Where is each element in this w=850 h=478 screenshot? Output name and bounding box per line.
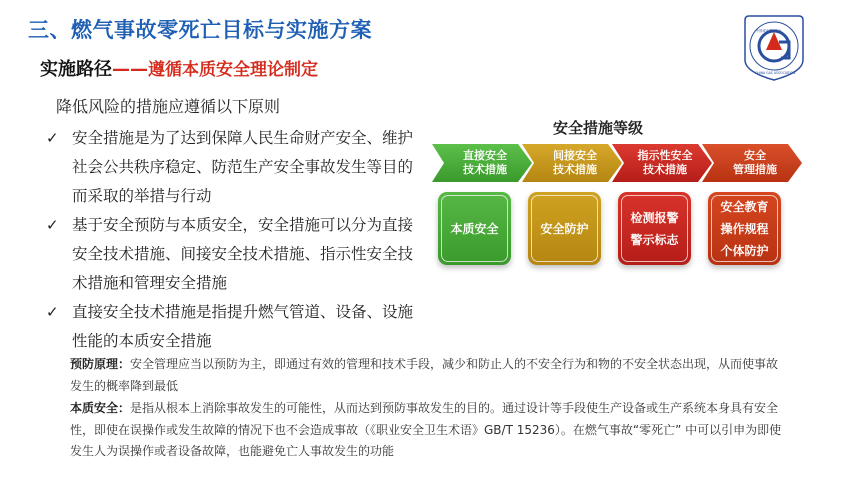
- chevron-label-line2: 技术措施: [553, 163, 597, 176]
- chevron-indicative-tech: [612, 144, 712, 182]
- subtitle-main: 实施路径: [40, 59, 112, 80]
- subtitle-dash: ——: [112, 59, 148, 80]
- card-line: 检测报警: [630, 210, 679, 225]
- card-line: 安全防护: [540, 221, 589, 236]
- chevron-management: [702, 144, 802, 182]
- card-safety-protection: [528, 192, 601, 265]
- association-logo: [733, 10, 815, 82]
- note-text: 是指从根本上消除事故发生的可能性，从而达到预防事故发生的目的。通过设计等手段使生产设备或生产系统本身具有安全性，即使在误操作或发生故障的情况下也不会造成事故（《职业安全卫生术语》GB/T 15236）。在燃气事故“零死亡” 中可以引申为即使发生人为误操作或者设备故障，也能避免亡人事故发生的功能: [70, 401, 782, 458]
- card-intrinsic-safety: [438, 192, 511, 265]
- card-detection-warning: [618, 192, 691, 265]
- chevron-label-line1: 指示性安全: [637, 149, 693, 162]
- chevron-label-line2: 技术措施: [643, 163, 687, 176]
- subtitle-sub: 遵循本质安全理论制定: [148, 60, 318, 80]
- bullet-item: [46, 211, 418, 298]
- bullet-text: 直接安全技术措施是指提升燃气管道、设备、设施性能的本质安全措施: [72, 303, 414, 350]
- bullet-text: 基于安全预防与本质安全，安全措施可以分为直接安全技术措施、间接安全技术措施、指示性安全技术措施和管理安全措施: [72, 216, 414, 292]
- diagram-title: 安全措施等级: [553, 119, 644, 137]
- card-line: 个体防护: [720, 243, 769, 258]
- check-icon: ✓: [46, 129, 59, 147]
- card-line: 安全教育: [720, 199, 769, 214]
- bullet-item: [46, 298, 418, 356]
- page-title: 三、燃气事故零死亡目标与实施方案: [28, 18, 372, 42]
- card-line: 本质安全: [450, 221, 499, 236]
- chevron-label-line1: 直接安全: [463, 149, 507, 162]
- chevron-direct-tech: [432, 144, 532, 182]
- bullet-text: 安全措施是为了达到保障人民生命财产安全、维护社会公共秩序稳定、防范生产安全事故发生等目的而采取的举措与行动: [72, 129, 414, 205]
- note-term: 本质安全：: [70, 401, 131, 415]
- note-text: 安全管理应当以预防为主，即通过有效的管理和技术手段，减少和防止人的不安全行为和物的不安全状态出现，从而使事故发生的概率降到最低: [70, 357, 779, 393]
- card-management: [708, 192, 781, 265]
- notes-section: [70, 354, 785, 464]
- chevron-label-line2: 技术措施: [463, 163, 507, 176]
- card-line: 警示标志: [630, 232, 679, 247]
- bullet-item: [46, 124, 418, 211]
- intro-text: 降低风险的措施应遵循以下原则: [56, 97, 281, 116]
- chevron-label-line1: 安全: [744, 149, 766, 162]
- logo-text-en: CHINA GAS ASSOCIATION: [755, 71, 796, 75]
- chevron-label-line2: 管理措施: [733, 163, 777, 176]
- check-icon: ✓: [46, 303, 59, 321]
- note-term: 预防原理：: [70, 357, 131, 371]
- note-paragraph: [70, 398, 785, 463]
- chevron-label-line1: 间接安全: [553, 149, 597, 162]
- check-icon: ✓: [46, 216, 59, 234]
- chevron-indirect-tech: [522, 144, 622, 182]
- note-paragraph: [70, 354, 785, 397]
- logo-text-cn: 中国城市燃气协会: [756, 29, 782, 33]
- bullet-list: [46, 124, 418, 356]
- card-line: 操作规程: [720, 221, 769, 236]
- section-subtitle: [40, 55, 318, 81]
